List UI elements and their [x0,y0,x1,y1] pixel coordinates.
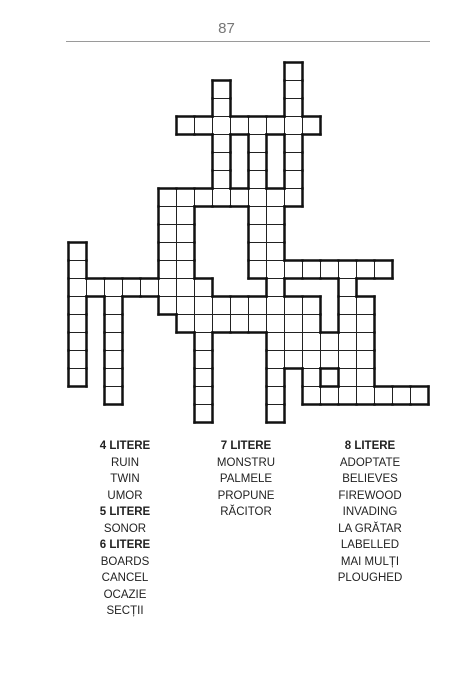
word-entry: TWIN [110,473,140,485]
grid-cell[interactable] [357,333,375,351]
grid-cell[interactable] [285,99,303,117]
grid-cell[interactable] [105,351,123,369]
word-entry: BELIEVES [342,473,398,485]
grid-cell[interactable] [177,225,195,243]
grid-cell[interactable] [321,387,339,405]
grid-cell[interactable] [105,387,123,405]
word-length-header: 8 LITERE [344,440,396,452]
word-entry: OCAZIE [103,588,147,601]
grid-cell[interactable] [285,63,303,81]
grid-cell[interactable] [249,207,267,225]
grid-cell[interactable] [357,387,375,405]
grid-cell[interactable] [195,333,213,351]
grid-cell[interactable] [213,297,231,315]
grid-cell[interactable] [159,207,177,225]
word-entry: PALMELE [219,473,273,485]
word-entry: PROPUNE [217,489,275,502]
grid-cell[interactable] [213,189,231,207]
grid-cell[interactable] [285,351,303,369]
grid-cell[interactable] [159,243,177,261]
grid-cell[interactable] [249,261,267,279]
grid-cell[interactable] [303,117,321,135]
grid-cell[interactable] [159,261,177,279]
grid-cell[interactable] [339,369,357,387]
grid-cell[interactable] [303,369,321,387]
word-entry: FIREWOOD [338,489,402,502]
grid-cell[interactable] [267,369,285,387]
grid-cell[interactable] [213,135,231,153]
grid-cell[interactable] [177,261,195,279]
grid-cell[interactable] [303,315,321,333]
grid-cell[interactable] [267,243,285,261]
grid-cell[interactable] [267,225,285,243]
grid-cell[interactable] [303,333,321,351]
word-entry: LABELLED [340,539,400,551]
grid-cell[interactable] [249,189,267,207]
grid-cell[interactable] [105,315,123,333]
word-length-header: 4 LITERE [99,440,151,452]
grid-cell[interactable] [195,117,213,135]
word-entry: UMOR [107,489,143,502]
grid-cell[interactable] [357,351,375,369]
word-length-header: 5 LITERE [99,506,151,518]
grid-cell[interactable] [285,171,303,189]
grid-cell[interactable] [195,279,213,297]
grid-cell[interactable] [231,117,249,135]
word-entry: RĂCITOR [220,506,272,518]
grid-cell[interactable] [267,207,285,225]
grid-cell[interactable] [375,387,393,405]
grid-cell[interactable] [267,387,285,405]
word-entry: BOARDS [100,555,150,568]
grid-cell[interactable] [267,297,285,315]
grid-cell[interactable] [249,315,267,333]
grid-cell[interactable] [105,333,123,351]
word-list-column-1 [69,438,181,620]
word-length-header: 6 LITERE [99,539,151,551]
grid-cell[interactable] [285,117,303,135]
grid-cell[interactable] [285,81,303,99]
grid-cell[interactable] [249,117,267,135]
grid-cell[interactable] [231,189,249,207]
grid-cell[interactable] [69,243,87,261]
grid-cell[interactable] [339,297,357,315]
grid-cell[interactable] [69,297,87,315]
word-entry: SONOR [103,522,147,535]
grid-cell[interactable] [339,387,357,405]
grid-cell[interactable] [177,207,195,225]
word-entry: PLOUGHED [337,572,403,584]
grid-cell[interactable] [411,387,429,405]
grid-cell[interactable] [303,387,321,405]
word-entry: MAI MULȚI [340,555,400,568]
grid-cell[interactable] [285,189,303,207]
grid-cell[interactable] [357,297,375,315]
grid-cell[interactable] [267,405,285,423]
grid-cell[interactable] [339,315,357,333]
word-entry: RUIN [110,456,140,469]
grid-cell[interactable] [69,369,87,387]
grid-cell[interactable] [285,333,303,351]
grid-cell[interactable] [267,351,285,369]
grid-cell[interactable] [393,387,411,405]
grid-cell[interactable] [195,297,213,315]
grid-cell[interactable] [177,279,195,297]
grid-cell[interactable] [267,315,285,333]
grid-cell[interactable] [249,225,267,243]
grid-cell[interactable] [267,333,285,351]
grid-cell[interactable] [303,297,321,315]
grid-cell[interactable] [285,297,303,315]
grid-cell[interactable] [195,369,213,387]
grid-cell[interactable] [267,189,285,207]
grid-cell[interactable] [249,135,267,153]
grid-cell[interactable] [141,279,159,297]
grid-cell[interactable] [357,315,375,333]
grid-cell[interactable] [375,261,393,279]
grid-cell[interactable] [177,117,195,135]
grid-cell[interactable] [249,171,267,189]
grid-cell[interactable] [285,153,303,171]
word-list-column-2 [190,438,302,521]
grid-cell[interactable] [213,117,231,135]
grid-cell[interactable] [105,297,123,315]
grid-cell[interactable] [213,171,231,189]
word-list-column-3 [314,438,426,587]
grid-cell[interactable] [159,279,177,297]
grid-cell[interactable] [69,279,87,297]
word-length-header: 7 LITERE [220,440,272,452]
grid-cell[interactable] [357,369,375,387]
word-entry: MONSTRU [216,456,276,469]
grid-cell[interactable] [213,99,231,117]
grid-cell[interactable] [69,351,87,369]
grid-cell[interactable] [105,279,123,297]
grid-cell[interactable] [339,261,357,279]
grid-cell[interactable] [123,279,141,297]
grid-cell[interactable] [321,261,339,279]
word-entry: CANCEL [101,572,149,584]
grid-cell[interactable] [249,297,267,315]
grid-cell[interactable] [213,153,231,171]
grid-cell[interactable] [267,117,285,135]
grid-cell[interactable] [303,351,321,369]
grid-cell[interactable] [159,225,177,243]
grid-cell[interactable] [285,135,303,153]
grid-cell[interactable] [195,405,213,423]
grid-cell[interactable] [339,279,357,297]
grid-cell[interactable] [69,261,87,279]
word-entry: SECȚII [106,605,144,617]
grid-cell[interactable] [195,351,213,369]
grid-cell[interactable] [195,315,213,333]
grid-cell[interactable] [321,333,339,351]
grid-cell[interactable] [267,261,285,279]
grid-cell[interactable] [87,279,105,297]
grid-cell[interactable] [285,315,303,333]
word-entry: INVADING [342,506,398,518]
grid-cell[interactable] [339,351,357,369]
grid-cell[interactable] [231,315,249,333]
grid-cell[interactable] [159,189,177,207]
grid-cell[interactable] [339,333,357,351]
grid-cell[interactable] [69,315,87,333]
word-entry: LA GRĂTAR [338,522,402,535]
grid-cell[interactable] [213,315,231,333]
grid-cell[interactable] [177,315,195,333]
word-entry: ADOPTATE [339,456,401,469]
grid-cell[interactable] [177,189,195,207]
grid-cell[interactable] [231,297,249,315]
grid-cell[interactable] [249,243,267,261]
page-number: 87 [218,20,235,37]
grid-cell[interactable] [69,333,87,351]
grid-cell[interactable] [177,297,195,315]
grid-cell[interactable] [105,369,123,387]
grid-cell[interactable] [177,243,195,261]
grid-cell[interactable] [195,387,213,405]
grid-cell[interactable] [303,261,321,279]
grid-cell[interactable] [249,153,267,171]
grid-cell[interactable] [213,81,231,99]
grid-cell[interactable] [285,261,303,279]
grid-cell[interactable] [159,297,177,315]
grid-cell[interactable] [195,189,213,207]
grid-cell[interactable] [267,279,285,297]
grid-cell[interactable] [321,351,339,369]
grid-cell[interactable] [357,261,375,279]
